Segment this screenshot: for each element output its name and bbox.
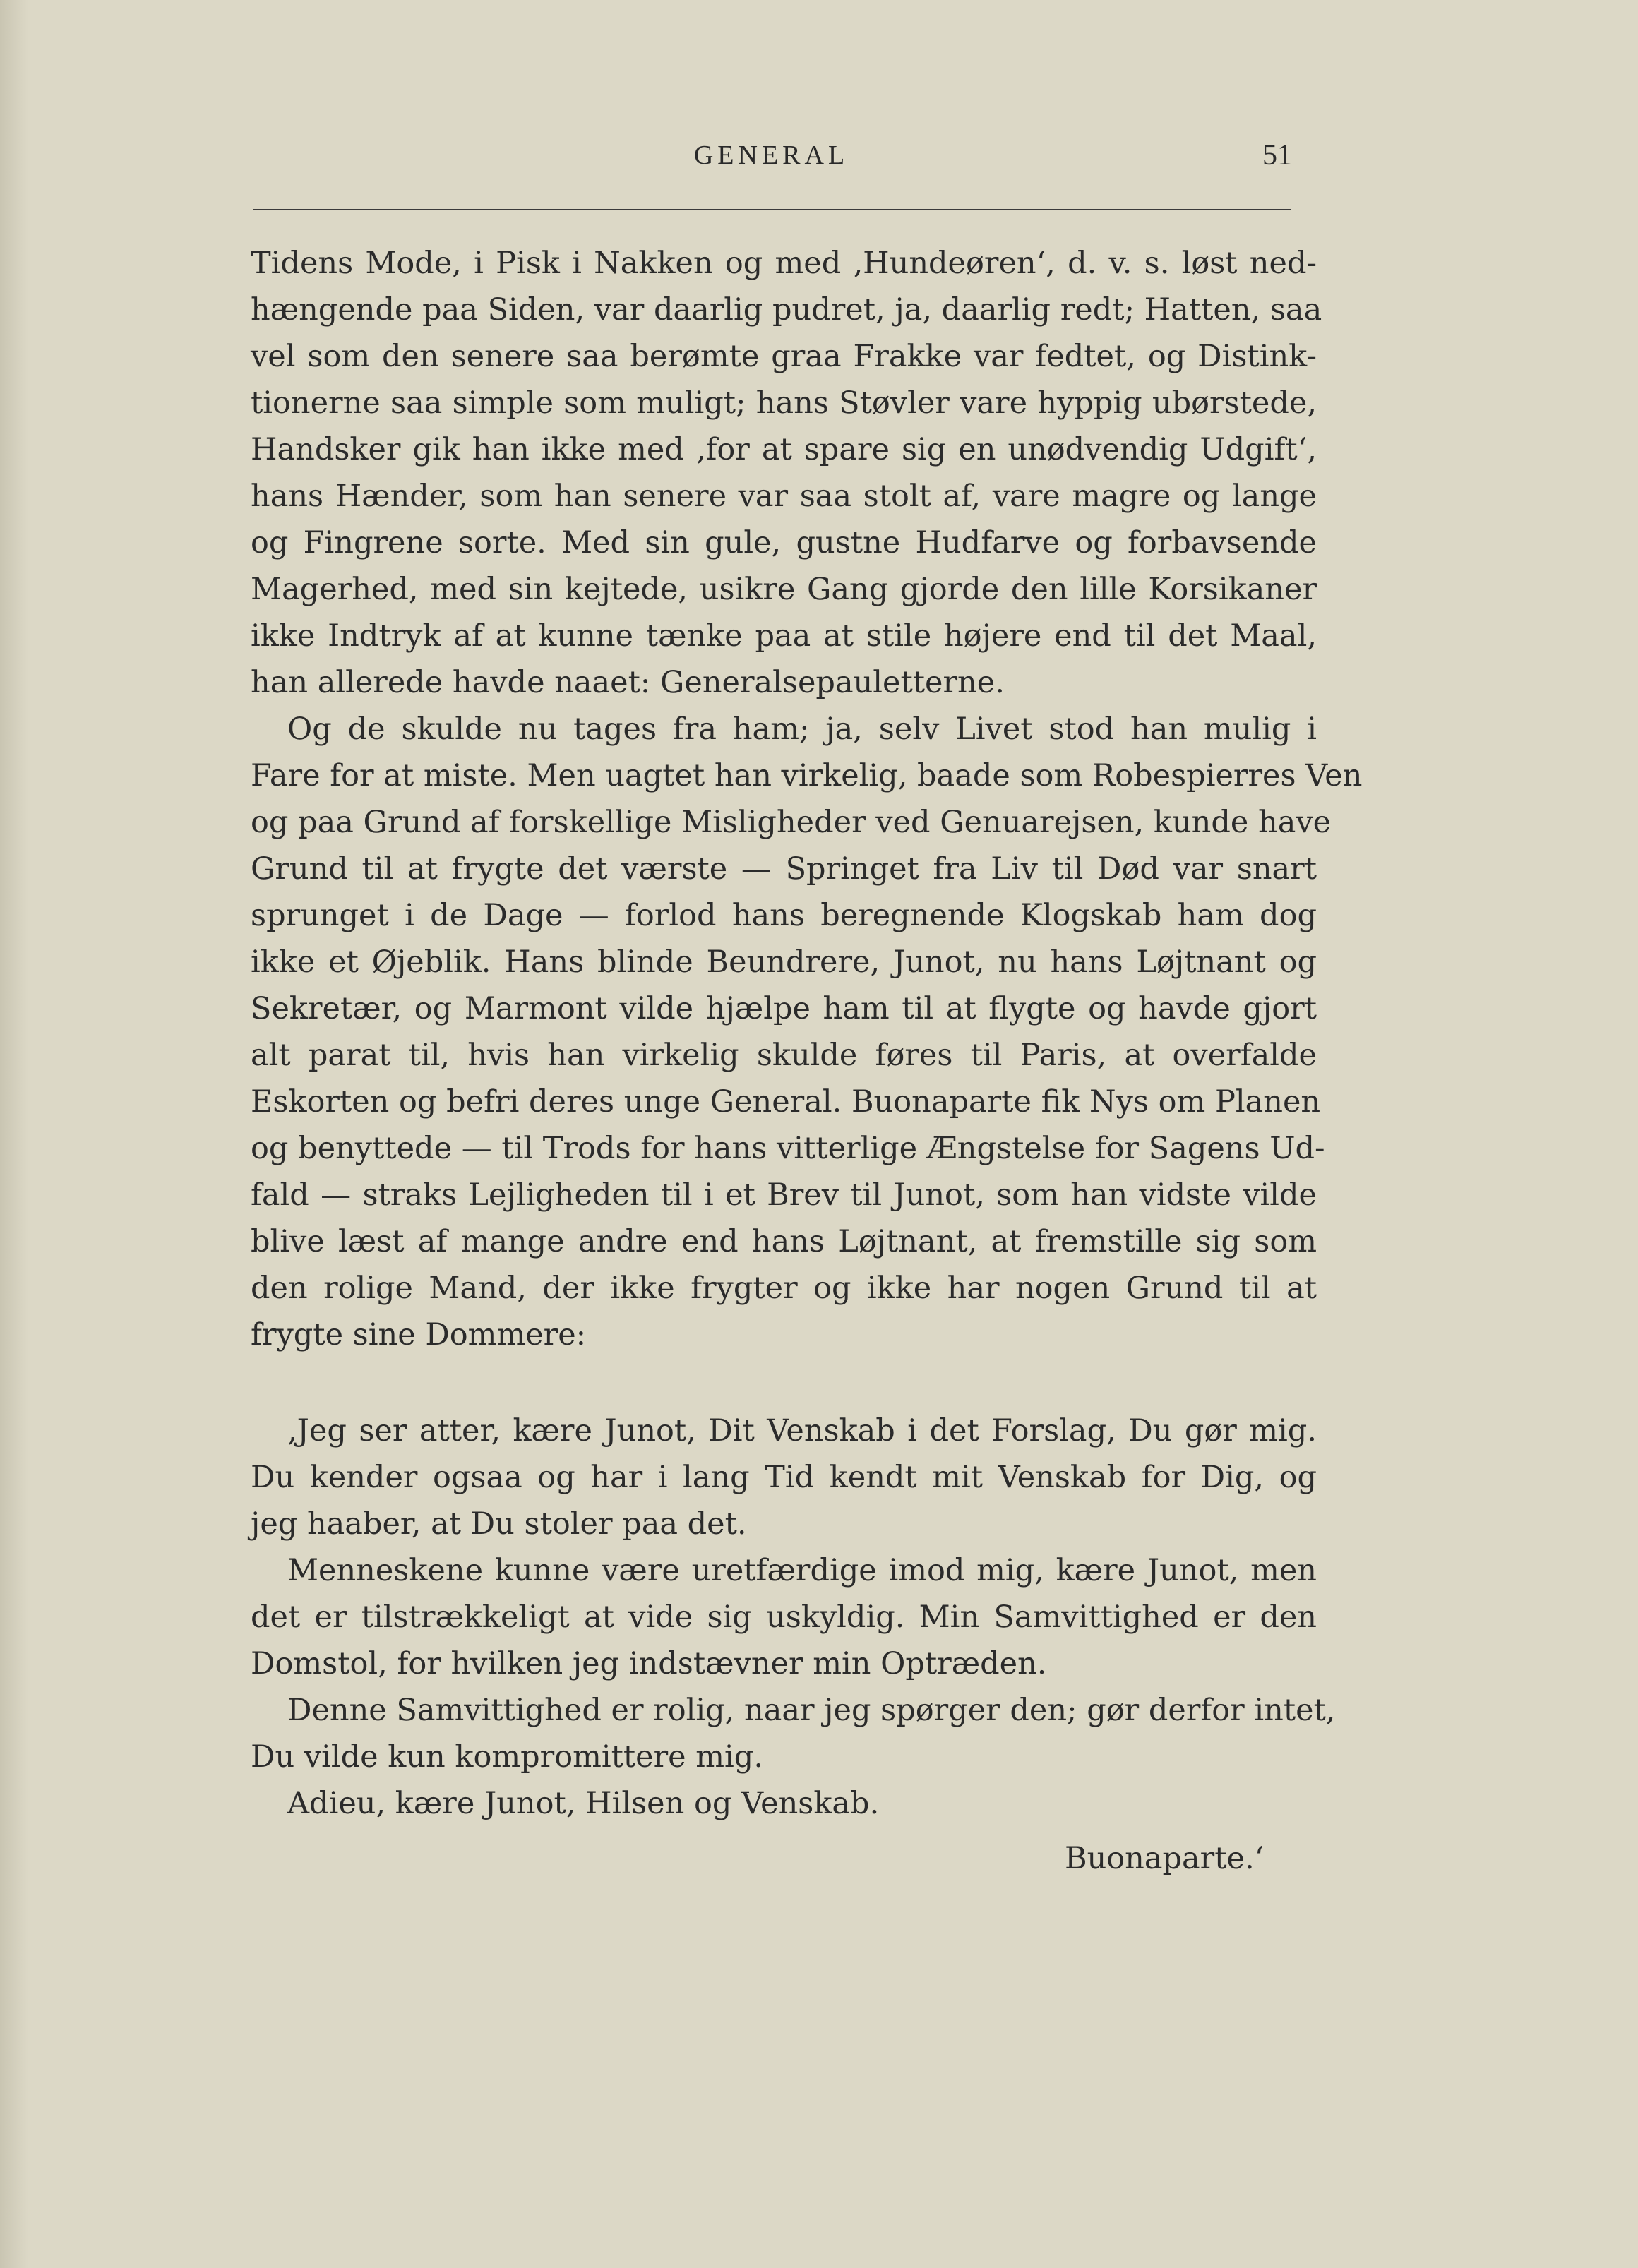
- text-line: frygte sine Dommere:: [251, 1317, 587, 1352]
- body-text: [251, 240, 1363, 1827]
- text-line: vel som den senere saa berømte graa Frakke var fedtet, og Distink-: [251, 339, 1317, 374]
- text-line: Domstol, for hvilken jeg indstævner min Optræden.: [251, 1646, 1047, 1681]
- text-line: han allerede havde naaet: Generalsepauletterne.: [251, 665, 1005, 700]
- signature: Buonaparte.‘: [1065, 1841, 1265, 1876]
- text-line: Eskorten og befri deres unge General. Buonaparte fik Nys om Planen: [251, 1084, 1321, 1120]
- text-line: hans Hænder, som han senere var saa stolt af, vare magre og lange: [251, 479, 1317, 514]
- text-line: og paa Grund af forskellige Misligheder ved Genuarejsen, kunde have: [251, 805, 1332, 840]
- text-line: Fare for at miste. Men uagtet han virkelig, baade som Robespierres Ven: [251, 758, 1363, 793]
- page-number: 51: [1262, 139, 1292, 172]
- text-line: og benyttede — til Trods for hans vitterlige Ængstelse for Sagens Ud-: [251, 1131, 1325, 1166]
- page-header: [251, 140, 1292, 182]
- letter-paragraph-3: [251, 1687, 1336, 1780]
- paragraph-1: [251, 240, 1322, 706]
- text-line: fald — straks Lejligheden til i et Brev til Junot, som han vidste vilde: [251, 1177, 1317, 1213]
- header-rule: [253, 209, 1291, 210]
- text-line: Magerhed, med sin kejtede, usikre Gang gjorde den lille Korsikaner: [251, 572, 1317, 607]
- text-line: Du kender ogsaa og har i lang Tid kendt mit Venskab for Dig, og: [251, 1460, 1317, 1495]
- text-line: Adieu, kære Junot, Hilsen og Venskab.: [287, 1786, 880, 1821]
- text-line: ikke et Øjeblik. Hans blinde Beundrere, Junot, nu hans Løjtnant og: [251, 944, 1317, 980]
- text-line: hængende paa Siden, var daarlig pudret, ja, daarlig redt; Hatten, saa: [251, 292, 1322, 328]
- text-line: Handsker gik han ikke med ‚for at spare sig en unødvendig Udgift‘,: [251, 432, 1317, 467]
- letter-paragraph-4: [251, 1780, 1317, 1827]
- text-line: Sekretær, og Marmont vilde hjælpe ham til at flygte og havde gjort: [251, 991, 1317, 1026]
- text-line: ikke Indtryk af at kunne tænke paa at stile højere end til det Maal,: [251, 618, 1317, 654]
- section-gap: [251, 1358, 1317, 1408]
- page-edge-shadow: [0, 0, 28, 2268]
- text-line: jeg haaber, at Du stoler paa det.: [251, 1506, 747, 1542]
- text-line: Du vilde kun kompromittere mig.: [251, 1739, 764, 1775]
- running-head: GENERAL: [693, 140, 849, 170]
- text-line: sprunget i de Dage — forlod hans beregnende Klogskab ham dog: [251, 898, 1317, 933]
- text-line: tionerne saa simple som muligt; hans Støvler vare hyppig ubørstede,: [251, 385, 1317, 421]
- text-line: alt parat til, hvis han virkelig skulde føres til Paris, at overfalde: [251, 1038, 1317, 1073]
- text-line: blive læst af mange andre end hans Løjtnant, at fremstille sig som: [251, 1224, 1317, 1259]
- text-line: det er tilstrækkeligt at vide sig uskyldig. Min Samvittighed er den: [251, 1600, 1317, 1635]
- text-line: og Fingrene sorte. Med sin gule, gustne Hudfarve og forbavsende: [251, 525, 1317, 560]
- text-line: Og de skulde nu tages fra ham; ja, selv Livet stod han mulig i: [287, 712, 1317, 747]
- text-line: Tidens Mode, i Pisk i Nakken og med ‚Hundeøren‘, d. v. s. løst ned-: [251, 246, 1317, 281]
- text-line: den rolige Mand, der ikke frygter og ikke har nogen Grund til at: [251, 1271, 1317, 1306]
- text-line: ‚Jeg ser atter, kære Junot, Dit Venskab i det Forslag, Du gør mig.: [287, 1413, 1317, 1448]
- paragraph-2: [251, 706, 1363, 1358]
- text-line: Menneskene kunne være uretfærdige imod mig, kære Junot, men: [287, 1553, 1317, 1588]
- text-line: Grund til at frygte det værste — Springet fra Liv til Død var snart: [251, 851, 1317, 887]
- letter-paragraph-1: [251, 1408, 1317, 1547]
- text-line: Denne Samvittighed er rolig, naar jeg spørger den; gør derfor intet,: [287, 1693, 1336, 1728]
- letter-paragraph-2: [251, 1547, 1317, 1687]
